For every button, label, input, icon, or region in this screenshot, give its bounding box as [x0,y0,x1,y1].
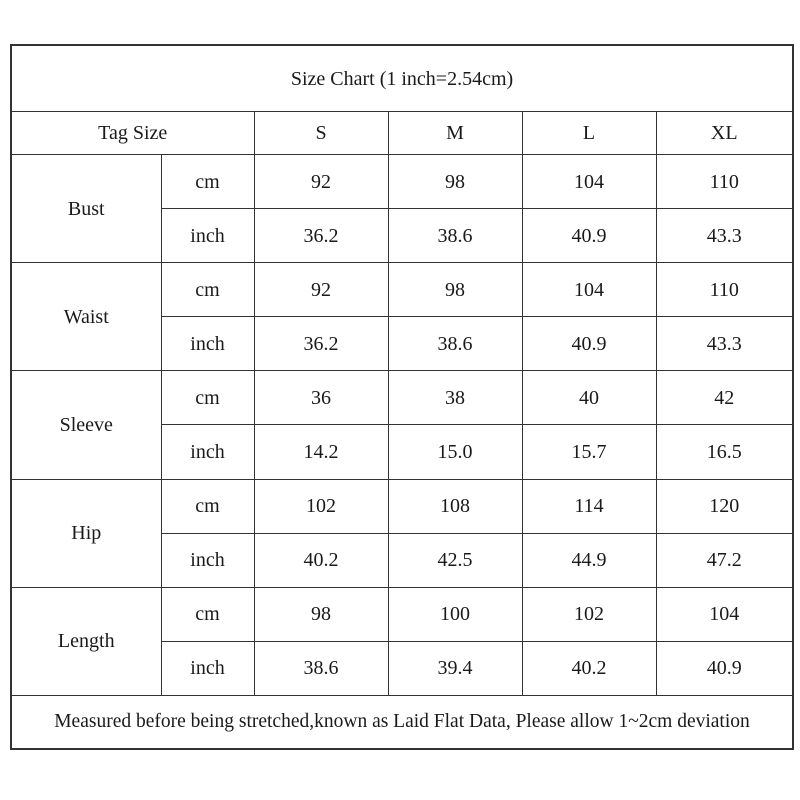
value-cell: 43.3 [656,317,793,371]
value-cell: 47.2 [656,533,793,587]
unit-cell: cm [161,587,254,641]
unit-cell: inch [161,425,254,479]
value-cell: 43.3 [656,209,793,263]
value-cell: 39.4 [388,641,522,695]
unit-cell: inch [161,533,254,587]
value-cell: 14.2 [254,425,388,479]
value-cell: 36 [254,371,388,425]
unit-cell: cm [161,479,254,533]
unit-cell: inch [161,209,254,263]
size-header-l: L [522,112,656,155]
header-row [11,112,793,155]
size-chart-table [10,44,794,750]
value-cell: 104 [522,155,656,209]
measurement-name-bust: Bust [11,155,161,263]
title-row [11,45,793,112]
value-cell: 104 [656,587,793,641]
footer-note: Measured before being stretched,known as Laid Flat Data, Please allow 1~2cm deviation [11,695,793,749]
unit-cell: inch [161,641,254,695]
value-cell: 120 [656,479,793,533]
unit-cell: inch [161,317,254,371]
value-cell: 108 [388,479,522,533]
value-cell: 92 [254,155,388,209]
value-cell: 92 [254,263,388,317]
value-cell: 36.2 [254,209,388,263]
value-cell: 102 [522,587,656,641]
value-cell: 36.2 [254,317,388,371]
table-row [11,587,793,641]
value-cell: 40.9 [522,209,656,263]
size-chart-body [11,45,793,749]
value-cell: 44.9 [522,533,656,587]
value-cell: 102 [254,479,388,533]
size-header-s: S [254,112,388,155]
value-cell: 40 [522,371,656,425]
value-cell: 16.5 [656,425,793,479]
value-cell: 100 [388,587,522,641]
table-row [11,263,793,317]
value-cell: 40.9 [656,641,793,695]
table-row [11,371,793,425]
size-header-xl: XL [656,112,793,155]
value-cell: 110 [656,263,793,317]
value-cell: 15.7 [522,425,656,479]
size-header-m: M [388,112,522,155]
unit-cell: cm [161,155,254,209]
value-cell: 42.5 [388,533,522,587]
table-row [11,479,793,533]
table-row [11,155,793,209]
value-cell: 38.6 [254,641,388,695]
value-cell: 42 [656,371,793,425]
unit-cell: cm [161,371,254,425]
value-cell: 40.9 [522,317,656,371]
measurement-name-hip: Hip [11,479,161,587]
value-cell: 38.6 [388,317,522,371]
value-cell: 110 [656,155,793,209]
value-cell: 114 [522,479,656,533]
measurement-name-sleeve: Sleeve [11,371,161,479]
value-cell: 40.2 [522,641,656,695]
value-cell: 98 [388,263,522,317]
value-cell: 98 [254,587,388,641]
value-cell: 40.2 [254,533,388,587]
value-cell: 98 [388,155,522,209]
value-cell: 15.0 [388,425,522,479]
value-cell: 38 [388,371,522,425]
footer-row [11,695,793,749]
value-cell: 38.6 [388,209,522,263]
tag-size-label: Tag Size [11,112,254,155]
chart-title: Size Chart (1 inch=2.54cm) [11,45,793,112]
value-cell: 104 [522,263,656,317]
measurement-name-length: Length [11,587,161,695]
measurement-name-waist: Waist [11,263,161,371]
unit-cell: cm [161,263,254,317]
